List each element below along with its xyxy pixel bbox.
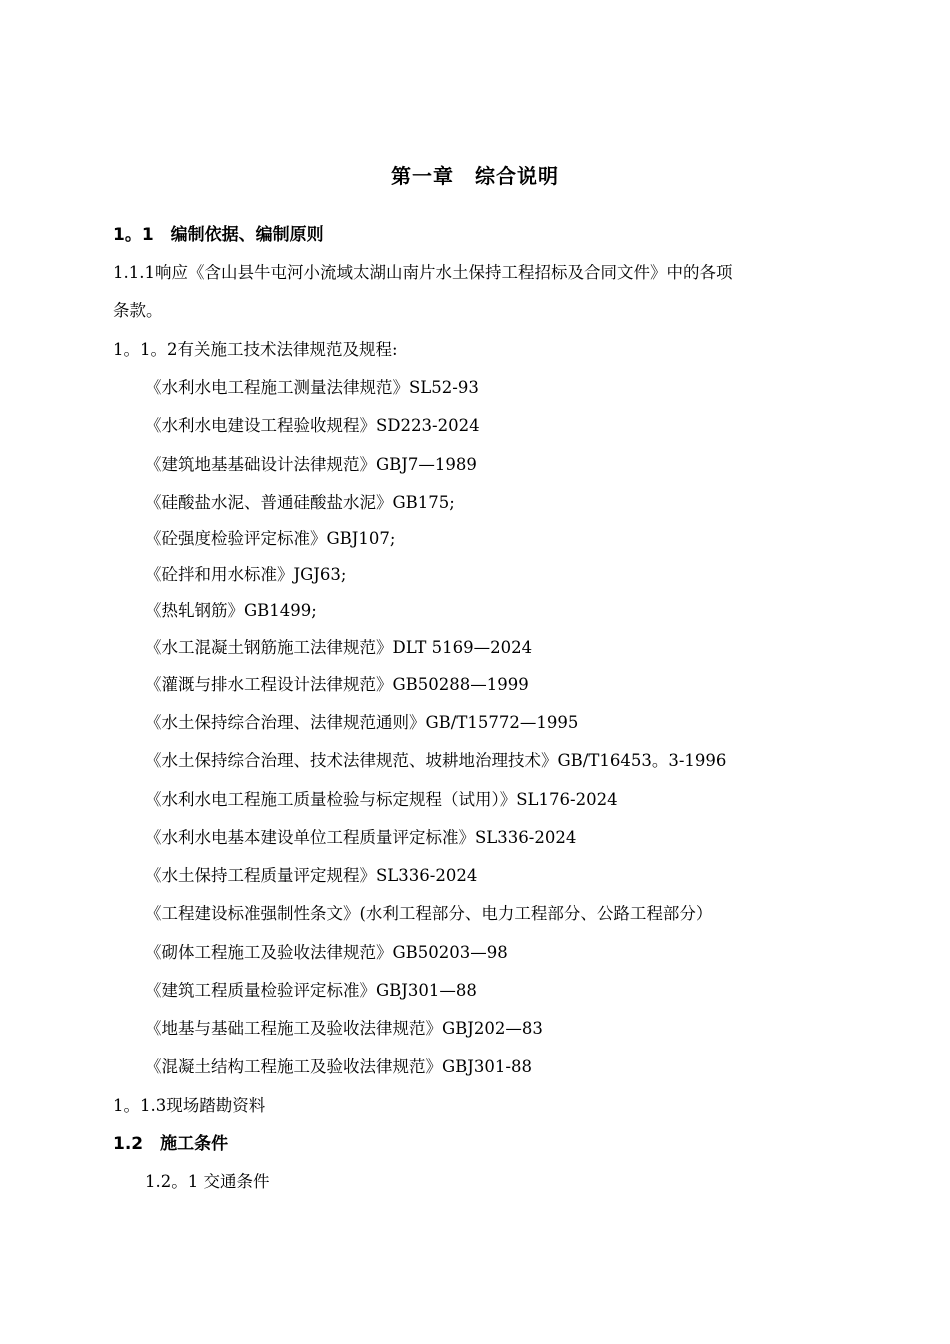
- standard-item: 《灌溉与排水工程设计法律规范》GB50288—1999: [145, 675, 529, 694]
- standard-item: 《水利水电基本建设单位工程质量评定标准》SL336-2024: [145, 828, 577, 847]
- standard-item: 《工程建设标准强制性条文》(水利工程部分、电力工程部分、公路工程部分）: [145, 904, 713, 923]
- standard-item: 《水利水电建设工程验收规程》SD223-2024: [145, 416, 480, 435]
- standard-item: 《建筑地基基础设计法律规范》GBJ7—1989: [145, 455, 477, 474]
- standard-item: 《建筑工程质量检验评定标准》GBJ301—88: [145, 981, 477, 1000]
- standard-item: 《水利水电工程施工测量法律规范》SL52-93: [145, 378, 479, 397]
- standard-item: 《混凝土结构工程施工及验收法律规范》GBJ301-88: [145, 1057, 532, 1076]
- chapter-title: 第一章 综合说明: [391, 164, 559, 188]
- standard-item: 《砼强度检验评定标准》GBJ107;: [145, 529, 396, 548]
- section-heading-1-2: 1.2 施工条件: [113, 1134, 229, 1154]
- paragraph-1-1-1-line1: 1.1.1响应《含山县牛屯河小流域太湖山南片水土保持工程招标及合同文件》中的各项: [113, 263, 733, 282]
- standard-item: 《地基与基础工程施工及验收法律规范》GBJ202—83: [145, 1019, 543, 1038]
- paragraph-1-1-3: 1。1.3现场踏勘资料: [113, 1096, 266, 1115]
- section-heading-1-1: 1。1 编制依据、编制原则: [113, 225, 324, 245]
- paragraph-1-2-1: 1.2。1 交通条件: [145, 1172, 270, 1191]
- standard-item: 《水土保持工程质量评定规程》SL336-2024: [145, 866, 478, 885]
- paragraph-1-1-2: 1。1。2有关施工技术法律规范及规程:: [113, 340, 398, 359]
- paragraph-1-1-1-line2: 条款。: [113, 301, 163, 320]
- standard-item: 《热轧钢筋》GB1499;: [145, 601, 317, 620]
- standard-item: 《水工混凝土钢筋施工法律规范》DLT 5169—2024: [145, 638, 533, 657]
- standard-item: 《砼拌和用水标准》JGJ63;: [145, 565, 347, 584]
- standard-item: 《水利水电工程施工质量检验与标定规程（试用）》SL176-2024: [145, 790, 618, 809]
- standard-item: 《砌体工程施工及验收法律规范》GB50203—98: [145, 943, 508, 962]
- standard-item: 《水土保持综合治理、法律规范通则》GB/T15772—1995: [145, 713, 579, 732]
- standard-item: 《水土保持综合治理、技术法律规范、坡耕地治理技术》GB/T16453。3-1996: [145, 751, 727, 770]
- standard-item: 《硅酸盐水泥、普通硅酸盐水泥》GB175;: [145, 493, 455, 512]
